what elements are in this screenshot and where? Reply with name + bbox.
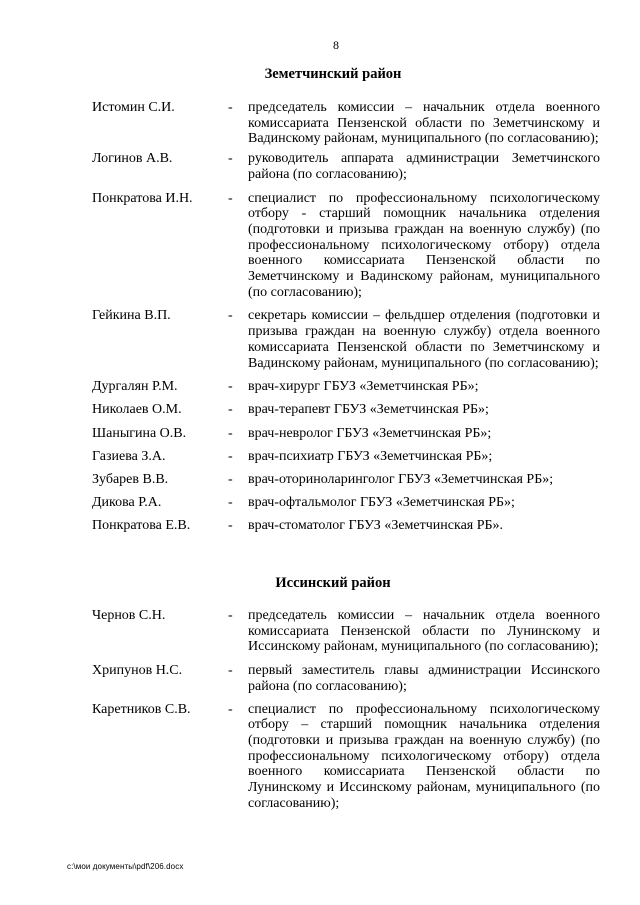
member-name: Каретников С.В. xyxy=(92,701,191,717)
list-item xyxy=(0,608,640,655)
member-name: Хрипунов Н.С. xyxy=(92,663,183,679)
member-role: председатель комиссии – начальник отдела военного комиссариата Пензенской области по Лунинскому и Иссинскому районам, муниципального (по согласованию); xyxy=(248,608,600,655)
member-dash: - xyxy=(228,608,233,623)
list-item xyxy=(0,495,640,511)
member-role: врач-хирург ГБУЗ «Земетчинская РБ»; xyxy=(248,379,479,395)
member-name: Зубарев В.В. xyxy=(92,472,169,488)
member-role: врач-терапевт ГБУЗ «Земетчинская РБ»; xyxy=(248,402,489,418)
member-dash: - xyxy=(228,402,233,418)
member-name: Истомин С.И. xyxy=(92,100,175,115)
member-dash: - xyxy=(228,425,233,441)
list-item xyxy=(0,308,640,371)
member-dash: - xyxy=(228,151,233,167)
member-role: специалист по профессиональному психологическому отбору - старший помощник начальника отделения (подготовки и призыва граждан на военную службу) (по профессиональному психологическому отбору) отдела военного комиссариата Пензенской области по Земетчинскому и Вадинскому районам, муниципального (по согласованию); xyxy=(248,190,600,300)
member-name: Шаныгина О.В. xyxy=(92,425,187,441)
member-name: Логинов А.В. xyxy=(92,151,173,167)
member-dash: - xyxy=(228,472,233,488)
member-role: специалист по профессиональному психологическому отбору – старший помощник начальника отделения (подготовки и призыва граждан на военную службу) (по профессиональному психологическому отбору) отдела военного комиссариата Пензенской области по Лунинскому и Иссинскому районам, муниципального (по согласованию); xyxy=(248,701,600,811)
member-role: первый заместитель главы администрации Иссинского района (по согласованию); xyxy=(248,663,600,694)
list-item xyxy=(0,702,640,812)
member-dash: - xyxy=(228,448,233,464)
member-dash: - xyxy=(228,379,233,395)
list-item xyxy=(0,379,640,395)
section-title: Земетчинский район xyxy=(264,66,402,82)
list-item xyxy=(0,100,640,147)
member-name: Газиева З.А. xyxy=(92,448,166,464)
section-zemetchinsky xyxy=(0,64,640,534)
member-role: руководитель аппарата администрации Земетчинского района (по согласованию); xyxy=(248,151,600,182)
member-dash: - xyxy=(228,701,233,717)
list-item xyxy=(0,472,640,488)
list-item xyxy=(0,151,640,182)
member-name: Гейкина В.П. xyxy=(92,308,171,324)
member-role: врач-стоматолог ГБУЗ «Земетчинская РБ». xyxy=(248,518,504,534)
member-name: Дургалян Р.М. xyxy=(92,379,178,395)
member-dash: - xyxy=(228,495,233,511)
member-dash: - xyxy=(228,190,233,206)
list-item xyxy=(0,663,640,694)
member-role: председатель комиссии – начальник отдела военного комиссариата Пензенской области по Земетчинскому и Вадинскому районам, муниципального (по согласованию); xyxy=(248,100,600,147)
list-item xyxy=(0,449,640,465)
member-role: врач-офтальмолог ГБУЗ «Земетчинская РБ»; xyxy=(248,495,515,511)
member-dash: - xyxy=(228,663,233,679)
member-role: врач-невролог ГБУЗ «Земетчинская РБ»; xyxy=(248,425,492,441)
page-number: 8 xyxy=(333,38,339,52)
member-dash: - xyxy=(228,308,233,324)
member-dash: - xyxy=(228,100,233,115)
list-item xyxy=(0,426,640,442)
section-issinsky xyxy=(0,573,640,811)
member-name: Понкратова Е.В. xyxy=(92,518,191,534)
member-name: Дикова Р.А. xyxy=(92,495,162,511)
member-role: врач-психиатр ГБУЗ «Земетчинская РБ»; xyxy=(248,448,493,464)
member-dash: - xyxy=(228,518,233,534)
member-role: врач-оториноларинголог ГБУЗ «Земетчинская РБ»; xyxy=(248,472,554,488)
list-item xyxy=(0,518,640,534)
member-name: Чернов С.Н. xyxy=(92,608,166,623)
footer-file-path: c:\мои документы\pdf\206.docx xyxy=(67,862,184,871)
list-item xyxy=(0,402,640,418)
section-title: Иссинский район xyxy=(275,575,391,591)
member-role: секретарь комиссии – фельдшер отделения (подготовки и призыва граждан на военную службу) отдела военного комиссариата Пензенской области по Земетчинскому и Вадинскому районам, муниципального (по согласованию); xyxy=(248,308,600,371)
list-item xyxy=(0,191,640,301)
member-name: Николаев О.М. xyxy=(92,402,182,418)
member-name: Понкратова И.Н. xyxy=(92,190,193,206)
